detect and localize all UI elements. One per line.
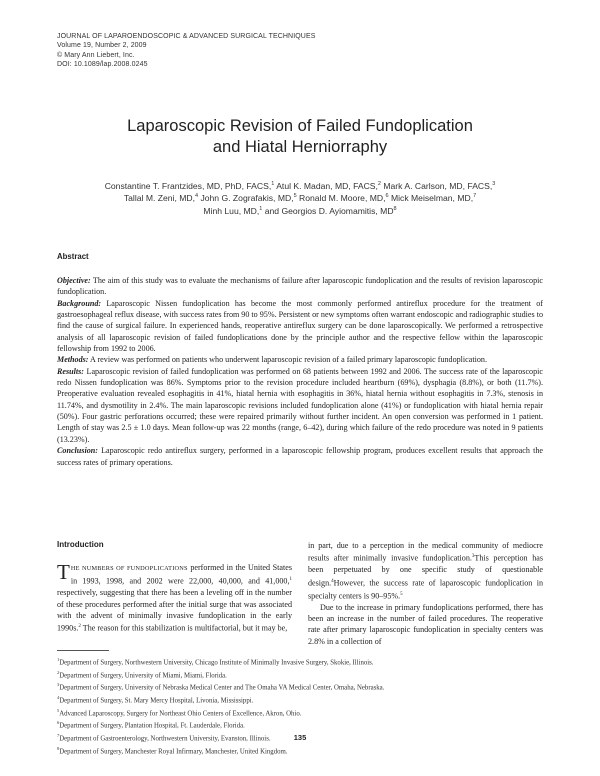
intro-text: This perception has been perpetuated by one specific study of questionable design. bbox=[308, 554, 543, 588]
intro-text: performed in the United States in 1993, 1998, and 2002 were 22,000, 40,000, and 41,000, bbox=[70, 563, 292, 587]
author-affiliation-mark: 6 bbox=[385, 193, 389, 200]
footnote-number: 5 bbox=[57, 707, 60, 713]
column-left bbox=[57, 540, 292, 634]
journal-volume: Volume 19, Number 2, 2009 bbox=[57, 42, 147, 50]
footnote-item bbox=[57, 655, 547, 668]
author-line-3 bbox=[62, 205, 538, 217]
abstract-results bbox=[57, 366, 543, 445]
abstract-body bbox=[57, 275, 543, 468]
intro-text: However, the success rate of laparoscopic fundoplication in specialty centers is 90–95%. bbox=[308, 578, 543, 601]
author-name: Constantine T. Frantzides, MD, PhD, FACS, bbox=[104, 181, 272, 191]
intro-text: The reason for this stabilization is multifactorial, but it may be, bbox=[80, 624, 288, 634]
author-name: and Georgios D. Ayiomamitis, MD bbox=[262, 205, 394, 216]
title-line-1: Laparoscopic Revision of Failed Fundoplication bbox=[127, 117, 473, 135]
smallcaps-lead: HE NUMBERS OF FUNDOPLICATIONS bbox=[70, 565, 188, 572]
footnote-text: Department of Surgery, University of Nebraska Medical Center and The Omaha VA Medical Center, Omaha, Nebraska. bbox=[59, 684, 385, 692]
methods-text: A review was performed on patients who underwent laparoscopic revision of a failed primary laparoscopic fundoplication. bbox=[88, 355, 487, 365]
drop-cap: T bbox=[57, 560, 70, 584]
results-text: Laparoscopic revision of failed fundoplication was performed on 68 patients between 1992 and 2006. The success rate of the laparoscopic redo Nissen fundoplication was 86%. Symptoms prior to the revision procedure included heartburn (69%), dysphagia (8.8%), or both (11.7%). Preoperative evaluation revealed esophagitis in 41%, hiatal hernia with esophagitis in 36%, hiatal hernia without esophagitis in 7.3%, stenosis in 11.74%, and dysmotility in 2.4%. The main laparoscopic revisions included fundoplication alone (41%) or fundoplication with hiatal hernia repair (50%). Four gastric perforations occurred; these were repaired primarily without further incident. An open conversion was performed in 1 patient. Length of stay was 2.5 ± 1.0 days. Mean follow-up was 22 months (range, 6–42), during which failure of the redo procedure was noted in 9 patients (13.23%). bbox=[57, 366, 543, 444]
footnote-text: Advanced Laparoscopy, Surgery for Northeast Ohio Centers of Excellence, Akron, Ohio. bbox=[59, 709, 302, 717]
author-affiliation-mark: 3 bbox=[492, 181, 496, 188]
abstract-objective bbox=[57, 275, 543, 298]
footnote-item bbox=[57, 668, 547, 681]
footnote-text: Department of Surgery, Plantation Hospital, Ft. Lauderdale, Florida. bbox=[59, 722, 245, 730]
citation-ref[interactable]: 1 bbox=[289, 577, 292, 583]
footnote-number: 1 bbox=[57, 657, 60, 662]
background-label: Background: bbox=[57, 298, 102, 308]
background-text: Laparoscopic Nissen fundoplication has become the most commonly performed antireflux procedure for the treatment of gastroesophageal reflux disease, with success rates from 90 to 95%. Persistent or new symptoms often warrant endoscopic and radiographic studies to find the cause of surgical failure. In experienced hands, reoperative antireflux surgery can be done laparoscopically. We performed a retrospective analysis of all laparoscopic revision of failed fundoplications done by the principle author and the respective fellow within the laparoscopic fellowship from 1992 to 2006. bbox=[57, 298, 543, 354]
author-affiliation-mark: 1 bbox=[259, 205, 263, 212]
author-affiliation-mark: 7 bbox=[473, 193, 477, 200]
column-right bbox=[308, 540, 543, 647]
footnote-item bbox=[57, 680, 547, 693]
journal-doi[interactable]: DOI: 10.1089/lap.2008.0245 bbox=[57, 61, 148, 69]
author-affiliation-mark: 4 bbox=[195, 193, 199, 200]
citation-ref[interactable]: 4 bbox=[331, 578, 334, 584]
footnote-number: 4 bbox=[57, 695, 60, 701]
author-affiliation-mark: 8 bbox=[393, 205, 397, 212]
author-affiliation-mark: 5 bbox=[293, 193, 297, 200]
author-list bbox=[62, 180, 538, 217]
footnote-item bbox=[57, 718, 547, 731]
footnote-text: Department of Surgery, Northwestern University, Chicago Institute of Minimally Invasive Surgery, Skokie, Illinois. bbox=[59, 659, 374, 667]
conclusion-label: Conclusion: bbox=[57, 446, 98, 456]
abstract-methods bbox=[57, 354, 543, 365]
abstract-background bbox=[57, 298, 543, 355]
author-name: Minh Luu, MD, bbox=[203, 205, 260, 216]
footnote-number: 6 bbox=[57, 720, 60, 726]
intro-paragraph-2: Due to the increase in primary fundoplications performed, there has been an increase in the number of failed procedures. The reoperative rate after primary laparoscopic fundoplication in specialty centers was 2.8% in a collection of bbox=[308, 602, 543, 646]
journal-copyright: © Mary Ann Liebert, Inc. bbox=[57, 51, 135, 59]
citation-ref[interactable]: 3 bbox=[471, 554, 475, 560]
conclusion-text: Laparoscopic redo antireflux surgery, performed in a laparoscopic fellowship program, produces excellent results that approach the success rates of primary operations. bbox=[57, 446, 543, 467]
author-line-2 bbox=[62, 192, 538, 204]
footnote-item bbox=[57, 693, 547, 706]
footnote-text: Department of Surgery, University of Miami, Miami, Florida. bbox=[59, 671, 227, 679]
footnote-text: Department of Surgery, Manchester Royal Infirmary, Manchester, United Kingdom. bbox=[59, 747, 288, 755]
footnote-number: 3 bbox=[57, 682, 60, 688]
footnote-divider bbox=[57, 650, 109, 651]
author-affiliation-mark: 2 bbox=[377, 181, 381, 188]
footnote-number: 8 bbox=[57, 745, 60, 751]
intro-paragraph-1 bbox=[57, 562, 292, 634]
intro-text: respectively, suggesting that there has been a leveling off in the number of these procedures performed after the initial surge that was associated with the advent of minimally invasive fundoplication in the early 1990s. bbox=[57, 588, 292, 634]
author-name: Tallal M. Zeni, MD, bbox=[123, 193, 195, 204]
methods-label: Methods: bbox=[57, 355, 89, 365]
author-name: Ronald M. Moore, MD, bbox=[296, 193, 386, 204]
author-name: Mark A. Carlson, MD, FACS, bbox=[380, 181, 493, 191]
author-name: Mick Meiselman, MD, bbox=[388, 193, 474, 204]
author-name: John G. Zografakis, MD, bbox=[198, 193, 294, 204]
results-label: Results: bbox=[57, 366, 84, 376]
abstract-conclusion bbox=[57, 445, 543, 468]
footnote-text: Department of Surgery, St. Mary Mercy Hospital, Livonia, Mississippi. bbox=[59, 697, 254, 705]
footnote-item bbox=[57, 706, 547, 719]
journal-header bbox=[57, 32, 316, 70]
intro-text: in part, due to a perception in the medical community of mediocre results after minimally invasive fundoplication. bbox=[308, 541, 543, 564]
author-name: Atul K. Madan, MD, FACS, bbox=[274, 181, 378, 191]
citation-ref[interactable]: 5 bbox=[400, 591, 403, 597]
citation-ref[interactable]: 2 bbox=[78, 624, 81, 630]
abstract-heading: Abstract bbox=[57, 252, 89, 261]
introduction-heading: Introduction bbox=[57, 540, 104, 549]
footnote-number: 2 bbox=[57, 669, 60, 675]
footnote-item bbox=[57, 744, 547, 757]
author-line-1 bbox=[62, 180, 538, 192]
objective-text: The aim of this study was to evaluate the mechanisms of failure after laparoscopic fundoplication and the results of revision laparoscopic fundoplication. bbox=[57, 276, 543, 297]
objective-label: Objective: bbox=[57, 276, 91, 285]
title-line-2: and Hiatal Herniorraphy bbox=[212, 138, 388, 156]
author-affiliation-mark: 1 bbox=[271, 181, 275, 188]
intro-paragraph-1-continued bbox=[308, 540, 543, 602]
page-number: 135 bbox=[293, 733, 307, 742]
footnote-text: Department of Gastroenterology, Northwestern University, Evanston, Illinois. bbox=[59, 735, 271, 743]
footnote-number: 7 bbox=[57, 733, 60, 739]
paper-title bbox=[0, 116, 600, 158]
journal-name: JOURNAL OF LAPAROENDOSCOPIC & ADVANCED SURGICAL TECHNIQUES bbox=[57, 33, 316, 40]
